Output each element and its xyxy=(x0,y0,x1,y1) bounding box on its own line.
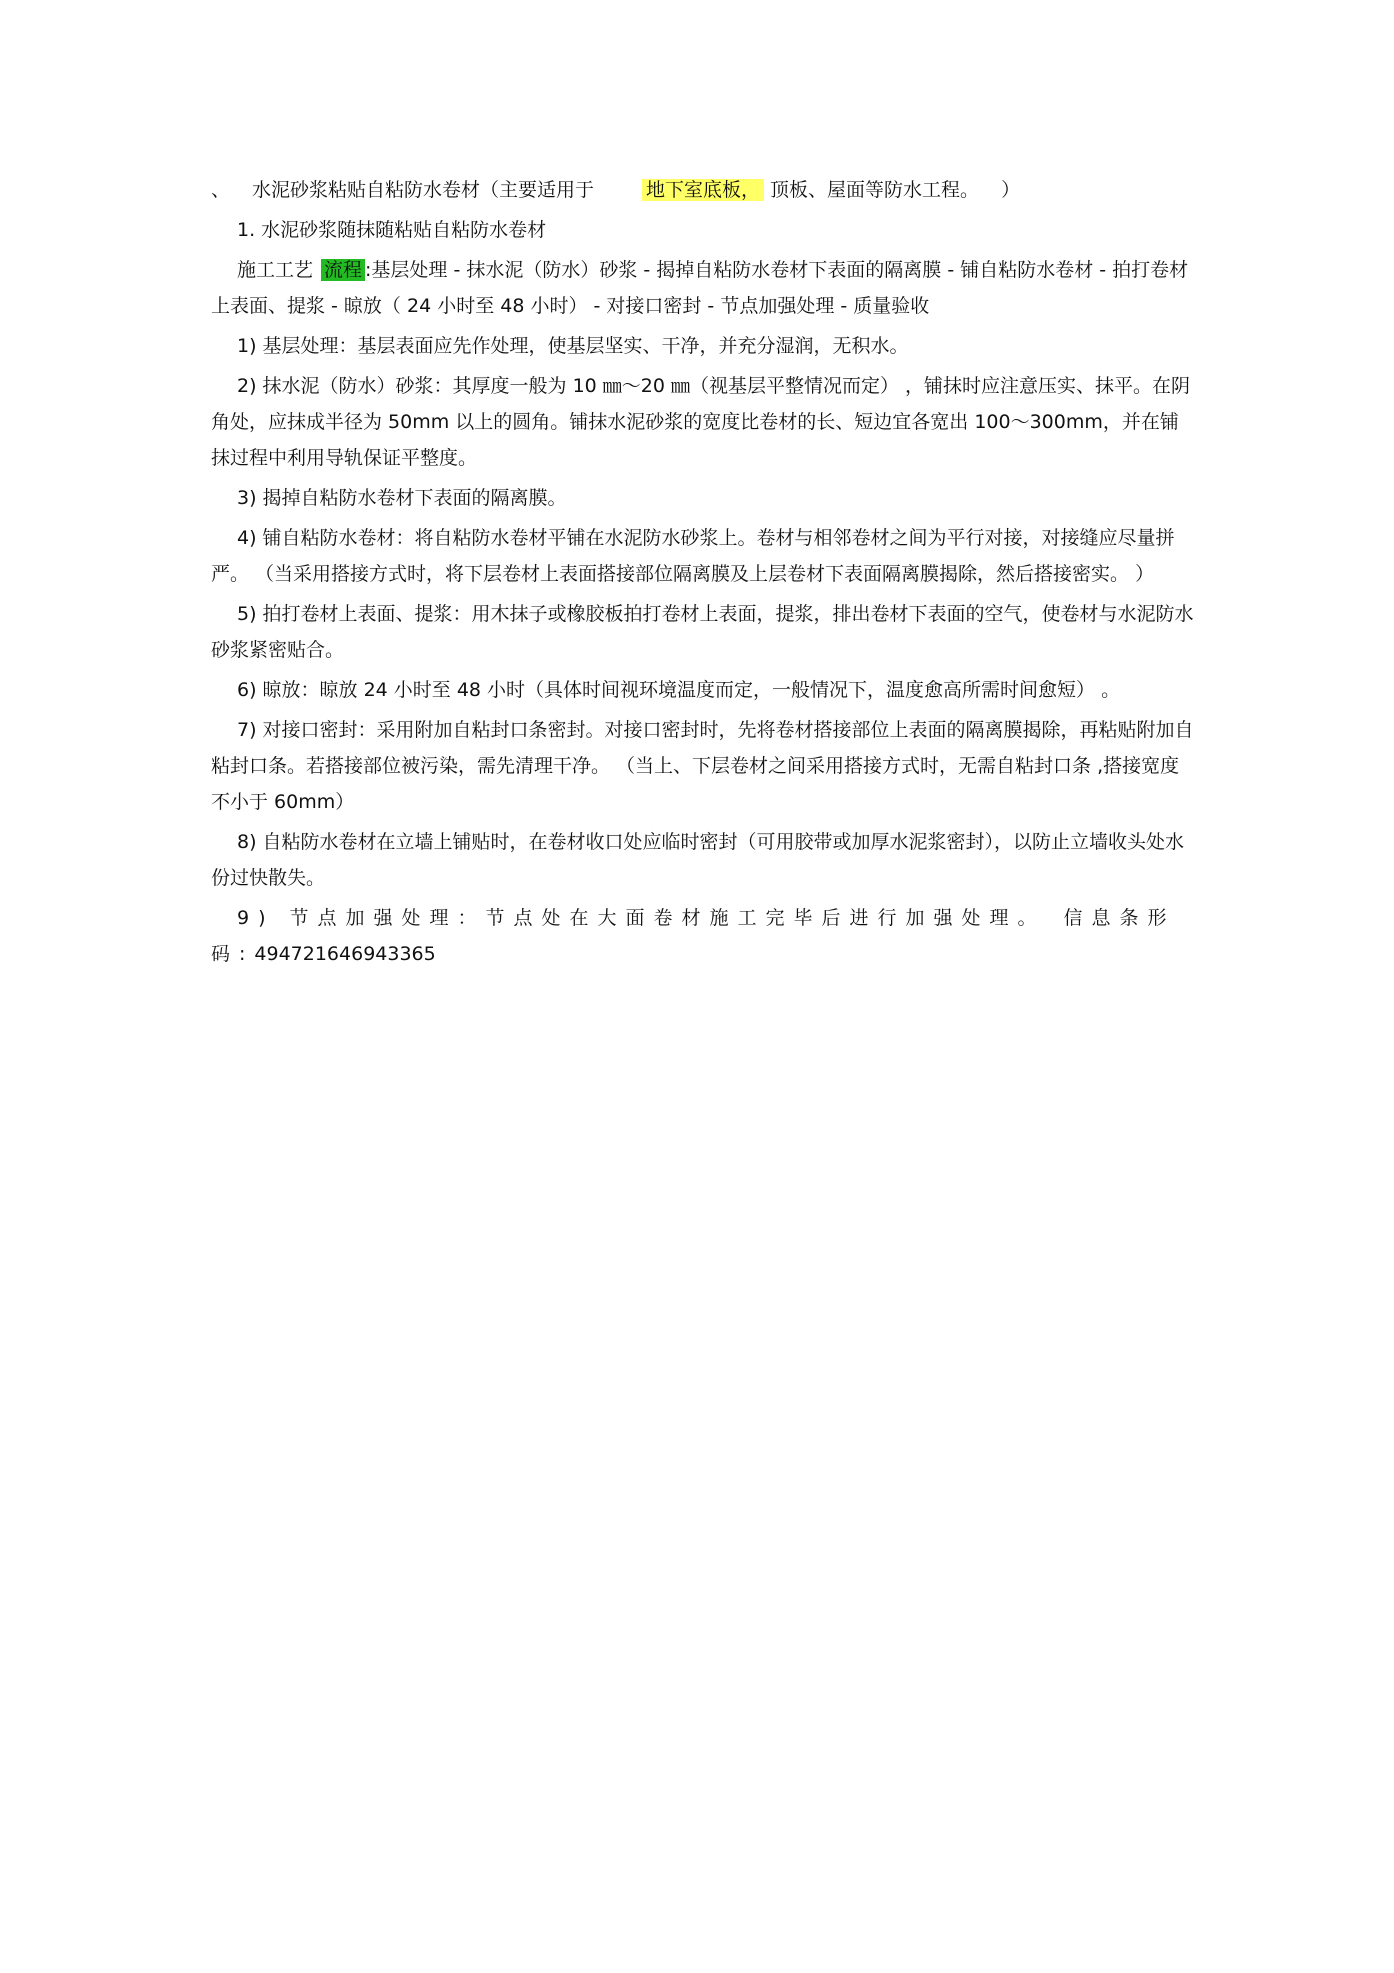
step-item: 8) 自粘防水卷材在立墙上铺贴时，在卷材收口处应临时密封（可用胶带或加厚水泥浆密封），以防止立墙收头处水份过快散失。 xyxy=(211,831,1185,889)
step-item: 1) 基层处理：基层表面应先作处理，使基层坚实、干净，并充分湿润，无积水。 xyxy=(237,335,909,357)
heading-part2: 顶板、屋面等防水工程。 xyxy=(770,179,980,201)
step-item: 6) 晾放：晾放 24 小时至 48 小时（具体时间视环境温度而定，一般情况下，温度愈高所需时间愈短） 。 xyxy=(237,679,1121,701)
process-paragraph xyxy=(211,252,1194,324)
section-heading xyxy=(211,172,1194,208)
process-lead: 施工工艺 xyxy=(237,259,314,281)
step-item: 2) 抹水泥（防水）砂浆：其厚度一般为 10 ㎜～20 ㎜（视基层平整情况而定） ，铺抹时应注意压实、抹平。在阴角处，应抹成半径为 50mm 以上的圆角。铺抹水泥砂浆的宽度比卷材的长、短边宜各宽出 100～300mm，并在铺抹过程中利用导轨保证平整度。 xyxy=(211,375,1191,469)
document-body xyxy=(211,172,1194,976)
process-text: :基层处理 - 抹水泥（防水）砂浆 - 揭掉自粘防水卷材下表面的隔离膜 - 铺自粘防水卷材 - 拍打卷材上表面、提浆 - 晾放（ 24 小时至 48 小时） - 对接口密封 - 节点加强处理 - 质量验收 xyxy=(211,259,1189,317)
step-item: 5) 拍打卷材上表面、提浆：用木抹子或橡胶板拍打卷材上表面，提浆，排出卷材下表面的空气，使卷材与水泥防水砂浆紧密贴合。 xyxy=(211,603,1194,661)
step-item: 7) 对接口密封：采用附加自粘封口条密封。对接口密封时，先将卷材搭接部位上表面的隔离膜揭除，再粘贴附加自粘封口条。若搭接部位被污染，需先清理干净。 （当上、下层卷材之间采用搭接方式时，无需自粘封口条 ,搭接宽度不小于 60mm） xyxy=(211,719,1194,813)
heading-close: ） xyxy=(1001,179,1021,201)
heading-prefix: 、 xyxy=(211,179,231,201)
barcode-code: 494721646943365 xyxy=(254,943,436,965)
step-item: 3) 揭掉自粘防水卷材下表面的隔离膜。 xyxy=(237,487,567,509)
step9-text: 9) 节点加强处理：节点处在大面卷材施工完毕后进行加强处理。 xyxy=(237,907,1046,929)
step-item: 4) 铺自粘防水卷材：将自粘防水卷材平铺在水泥防水砂浆上。卷材与相邻卷材之间为平行对接，对接缝应尽量拼严。 （当采用搭接方式时，将下层卷材上表面搭接部位隔离膜及上层卷材下表面隔离膜揭除，然后搭接密实。 ） xyxy=(211,527,1175,585)
barcode-label: 信息条形码: xyxy=(211,907,1176,965)
heading-highlight: 地下室底板， xyxy=(642,179,764,201)
subheading: 1. 水泥砂浆随抹随粘贴自粘防水卷材 xyxy=(237,219,547,241)
heading-part1: 水泥砂浆粘贴自粘防水卷材（主要适用于 xyxy=(252,179,595,201)
process-highlight: 流程 xyxy=(321,259,365,281)
step-item-9 xyxy=(211,900,1194,972)
